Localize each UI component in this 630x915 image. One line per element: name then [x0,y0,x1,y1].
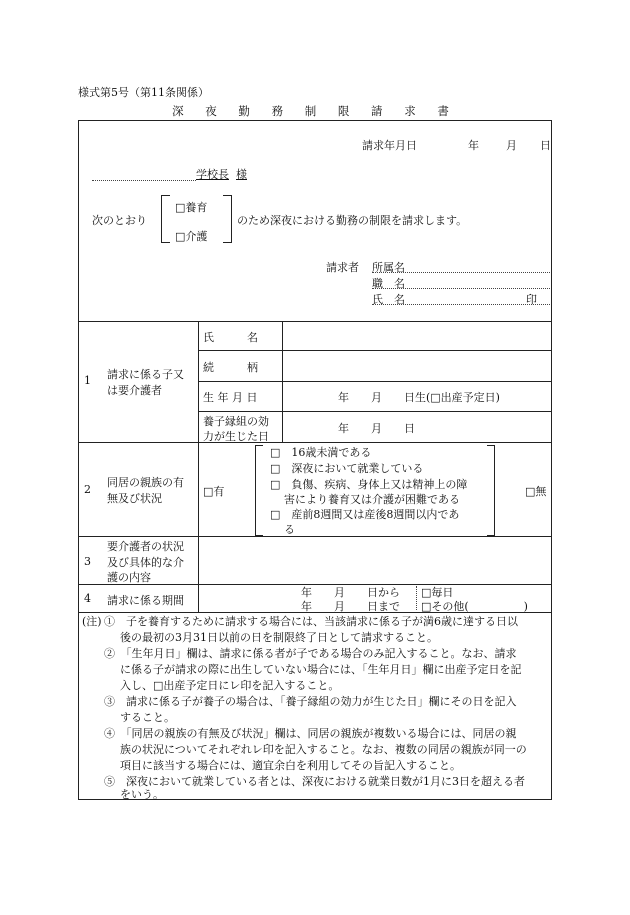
child-name-label: 氏 名 [203,331,258,344]
section3-number: 3 [84,555,91,568]
note-5-line-1: ⑤ 深夜において就業している者とは、深夜における就業日数が1月に3日を超える者 [104,775,525,788]
option-care: □介護 [175,230,208,243]
row-divider [78,536,552,537]
row-divider [78,442,552,443]
relation-label: 続 柄 [203,361,258,374]
period-other: □その他( ) [421,600,528,613]
right-bracket [223,195,232,243]
section4-label: 請求に係る期間 [107,594,184,607]
intro-text: 次のとおり [92,214,147,227]
position-line [372,288,550,289]
dotted-separator [416,586,417,610]
row-divider [198,381,552,382]
seal-mark: 印 [526,293,537,306]
request-year: 年 [468,139,479,152]
note-2-line-3: 入し、□出産予定日にレ印を記入すること。 [120,679,340,692]
section3-label-2: 及び具体的な介 [107,556,184,569]
request-day: 日 [540,139,551,152]
note-4-line-3: 項目に該当する場合には、適宜余白を利用してその旨記入すること。 [120,759,461,772]
row-divider [198,350,552,351]
left-bracket [161,195,170,243]
note-2-line-1: ② 「生年月日」欄は、請求に係る者が子である場合のみ記入すること。なお、請求 [104,647,517,660]
section3-label-3: 護の内容 [107,571,151,584]
name-label: 氏 名 [372,293,405,306]
note-2-line-2: に係る子が請求の際に出生していない場合には、「生年月日」欄に出産予定日を記 [120,663,522,676]
adoption-label-2: 力が生じた日 [203,430,269,443]
note-3-line-1: ③ 請求に係る子が養子の場合は、「養子縁組の効力が生じた日」欄にその日を記入 [104,695,517,708]
frame-left [78,120,79,800]
cohabit-yes: □有 [203,485,225,498]
note-4-line-2: 族の状況についてそれぞれレ印を記入すること。なお、複数の同居の親族が同一の [120,743,527,756]
requester-label: 請求者 [326,261,359,274]
section2-label-1: 同居の親族の有 [107,476,184,489]
option-childcare: □養育 [175,201,208,214]
frame-right [551,120,552,800]
row-divider [78,321,552,322]
conditions-left-bracket [255,445,263,536]
frame-top [78,120,552,121]
condition-maternity-1: □ 産前8週間又は産後8週間以内であ [270,508,460,521]
adoption-label-1: 養子縁組の効 [203,415,269,428]
addressee-label: 学校長 [196,168,229,181]
period-to: 年 月 日まで [301,600,400,613]
addressee-dotted-line [92,180,196,181]
condition-night-work: □ 深夜において就業している [270,462,424,475]
col-divider [282,321,283,442]
section1-label-2: は要介護者 [107,384,162,397]
request-date-label: 請求年月日 [362,139,417,152]
condition-disability-1: □ 負傷、疾病、身体上又は精神上の障 [270,478,468,491]
note-4-line-1: ④ 「同居の親族の有無及び状況」欄は、同居の親族が複数いる場合には、同居の親 [104,727,517,740]
position-label: 職 名 [372,277,405,290]
row-divider [198,411,552,412]
section3-label-1: 要介護者の状況 [107,540,184,553]
col-divider [198,321,199,612]
period-daily: □毎日 [421,586,454,599]
addressee-honorific: 様 [236,168,247,181]
condition-under16: □ 16歳未満である [270,446,372,459]
purpose-text: のため深夜における勤務の制限を請求します。 [237,214,468,227]
note-5-line-2: をいう。 [120,788,164,801]
section1-label-1: 請求に係る子又 [107,368,184,381]
period-from: 年 月 日から [301,586,400,599]
notes-prefix: (注) [82,615,102,628]
section2-label-2: 無及び状況 [107,492,162,505]
affiliation-label: 所属名 [372,261,405,274]
note-3-line-2: すること。 [120,711,175,724]
birth-value: 年 月 日生(□出産予定日) [338,391,500,404]
adoption-value: 年 月 日 [338,422,415,435]
request-month: 月 [506,139,517,152]
form-number: 様式第5号（第11条関係） [78,86,209,99]
cohabit-no: □無 [525,485,547,498]
note-1-line-1: ① 子を養育するために請求する場合には、当該請求に係る子が満6歳に達する日以 [104,615,518,628]
affiliation-line [372,272,550,273]
birth-label: 生 年 月 日 [203,391,258,404]
section1-number: 1 [84,374,91,387]
name-line [372,304,550,305]
conditions-right-bracket [487,445,495,536]
condition-disability-2: 害により養育又は介護が困難である [284,493,460,506]
document-title: 深 夜 勤 務 制 限 請 求 書 [172,104,458,118]
section4-number: 4 [84,592,91,605]
condition-maternity-2: る [284,523,295,536]
note-1-line-2: 後の最初の3月31日以前の日を制限終了日として請求すること。 [120,631,438,644]
section2-number: 2 [84,483,91,496]
